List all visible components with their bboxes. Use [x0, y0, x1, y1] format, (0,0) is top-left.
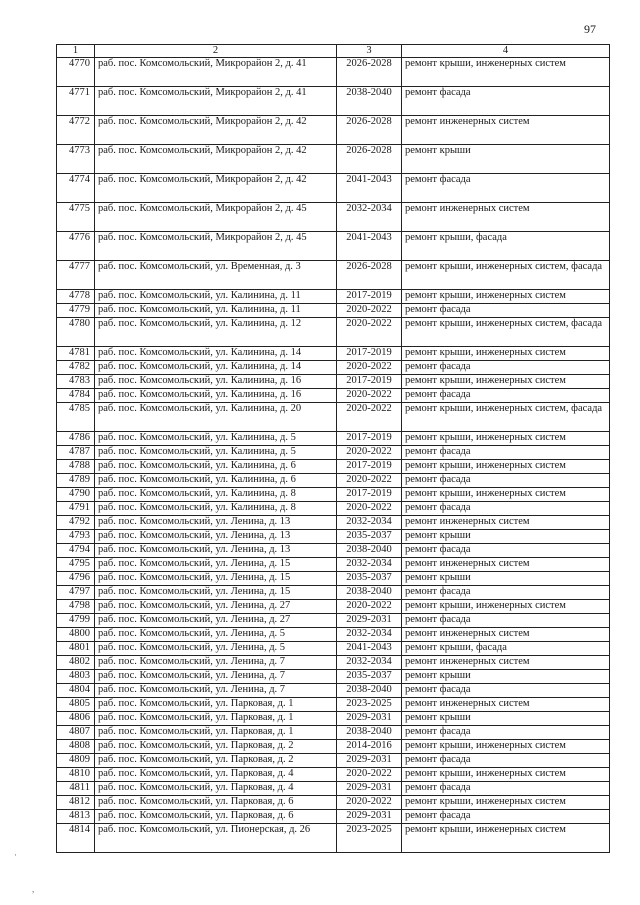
- table-row: [57, 726, 610, 740]
- address-cell: раб. пос. Комсомольский, Микрорайон 2, д. 42: [95, 116, 337, 145]
- row-number: 4806: [57, 712, 95, 726]
- address-cell: раб. пос. Комсомольский, ул. Калинина, д. 14: [95, 347, 337, 361]
- table-row: [57, 361, 610, 375]
- address-cell: раб. пос. Комсомольский, ул. Калинина, д. 11: [95, 304, 337, 318]
- table-row: [57, 58, 610, 87]
- years-cell: 2020-2022: [337, 403, 402, 432]
- address-cell: раб. пос. Комсомольский, ул. Калинина, д. 11: [95, 290, 337, 304]
- table-row: [57, 656, 610, 670]
- table-row: [57, 318, 610, 347]
- years-cell: 2032-2034: [337, 628, 402, 642]
- row-number: 4772: [57, 116, 95, 145]
- work-type-cell: ремонт крыши, инженерных систем: [402, 488, 610, 502]
- years-cell: 2035-2037: [337, 670, 402, 684]
- address-cell: раб. пос. Комсомольский, Микрорайон 2, д. 42: [95, 174, 337, 203]
- table-row: [57, 698, 610, 712]
- row-number: 4771: [57, 87, 95, 116]
- years-cell: 2020-2022: [337, 768, 402, 782]
- years-cell: 2017-2019: [337, 375, 402, 389]
- work-type-cell: ремонт крыши, инженерных систем: [402, 824, 610, 853]
- years-cell: 2023-2025: [337, 698, 402, 712]
- table-row: [57, 642, 610, 656]
- header-col-1: 1: [57, 45, 95, 58]
- work-type-cell: ремонт инженерных систем: [402, 698, 610, 712]
- years-cell: 2020-2022: [337, 796, 402, 810]
- years-cell: 2020-2022: [337, 600, 402, 614]
- address-cell: раб. пос. Комсомольский, ул. Калинина, д. 6: [95, 460, 337, 474]
- table-row: [57, 544, 610, 558]
- row-number: 4776: [57, 232, 95, 261]
- work-type-cell: ремонт инженерных систем: [402, 116, 610, 145]
- row-number: 4785: [57, 403, 95, 432]
- table-row: [57, 145, 610, 174]
- address-cell: раб. пос. Комсомольский, Микрорайон 2, д. 41: [95, 87, 337, 116]
- work-type-cell: ремонт фасада: [402, 474, 610, 488]
- years-cell: 2035-2037: [337, 572, 402, 586]
- work-type-cell: ремонт инженерных систем: [402, 656, 610, 670]
- table-row: [57, 586, 610, 600]
- row-number: 4789: [57, 474, 95, 488]
- work-type-cell: ремонт инженерных систем: [402, 516, 610, 530]
- table-row: [57, 347, 610, 361]
- work-type-cell: ремонт фасада: [402, 446, 610, 460]
- table-row: [57, 824, 610, 853]
- address-cell: раб. пос. Комсомольский, ул. Ленина, д. 7: [95, 670, 337, 684]
- table-row: [57, 474, 610, 488]
- work-type-cell: ремонт крыши, инженерных систем: [402, 347, 610, 361]
- table-row: [57, 796, 610, 810]
- header-row: [57, 45, 610, 58]
- row-number: 4811: [57, 782, 95, 796]
- row-number: 4813: [57, 810, 95, 824]
- row-number: 4770: [57, 58, 95, 87]
- table-row: [57, 446, 610, 460]
- repair-schedule-table: [56, 44, 610, 853]
- row-number: 4809: [57, 754, 95, 768]
- work-type-cell: ремонт крыши, инженерных систем, фасада: [402, 318, 610, 347]
- row-number: 4807: [57, 726, 95, 740]
- work-type-cell: ремонт фасада: [402, 782, 610, 796]
- address-cell: раб. пос. Комсомольский, ул. Ленина, д. 13: [95, 544, 337, 558]
- address-cell: раб. пос. Комсомольский, ул. Ленина, д. 5: [95, 642, 337, 656]
- work-type-cell: ремонт крыши, инженерных систем: [402, 58, 610, 87]
- work-type-cell: ремонт крыши, фасада: [402, 232, 610, 261]
- work-type-cell: ремонт инженерных систем: [402, 203, 610, 232]
- work-type-cell: ремонт фасада: [402, 87, 610, 116]
- table-row: [57, 810, 610, 824]
- table-row: [57, 782, 610, 796]
- years-cell: 2032-2034: [337, 516, 402, 530]
- work-type-cell: ремонт крыши, инженерных систем: [402, 740, 610, 754]
- row-number: 4803: [57, 670, 95, 684]
- work-type-cell: ремонт фасада: [402, 361, 610, 375]
- years-cell: 2029-2031: [337, 712, 402, 726]
- row-number: 4797: [57, 586, 95, 600]
- header-col-3: 3: [337, 45, 402, 58]
- address-cell: раб. пос. Комсомольский, ул. Ленина, д. 15: [95, 572, 337, 586]
- row-number: 4784: [57, 389, 95, 403]
- row-number: 4773: [57, 145, 95, 174]
- scan-mark: ,: [32, 884, 35, 894]
- years-cell: 2017-2019: [337, 290, 402, 304]
- row-number: 4792: [57, 516, 95, 530]
- table-row: [57, 670, 610, 684]
- years-cell: 2014-2016: [337, 740, 402, 754]
- table-row: [57, 232, 610, 261]
- row-number: 4775: [57, 203, 95, 232]
- table-row: [57, 389, 610, 403]
- table-row: [57, 516, 610, 530]
- work-type-cell: ремонт крыши, инженерных систем: [402, 768, 610, 782]
- years-cell: 2017-2019: [337, 347, 402, 361]
- years-cell: 2020-2022: [337, 446, 402, 460]
- table-row: [57, 558, 610, 572]
- row-number: 4781: [57, 347, 95, 361]
- address-cell: раб. пос. Комсомольский, Микрорайон 2, д. 41: [95, 58, 337, 87]
- work-type-cell: ремонт фасада: [402, 810, 610, 824]
- years-cell: 2026-2028: [337, 58, 402, 87]
- address-cell: раб. пос. Комсомольский, ул. Калинина, д. 5: [95, 446, 337, 460]
- table-row: [57, 600, 610, 614]
- header-col-2: 2: [95, 45, 337, 58]
- years-cell: 2038-2040: [337, 87, 402, 116]
- work-type-cell: ремонт крыши, инженерных систем: [402, 460, 610, 474]
- address-cell: раб. пос. Комсомольский, ул. Ленина, д. 27: [95, 600, 337, 614]
- years-cell: 2029-2031: [337, 614, 402, 628]
- years-cell: 2038-2040: [337, 684, 402, 698]
- row-number: 4782: [57, 361, 95, 375]
- work-type-cell: ремонт инженерных систем: [402, 628, 610, 642]
- work-type-cell: ремонт крыши, инженерных систем: [402, 290, 610, 304]
- row-number: 4795: [57, 558, 95, 572]
- table-row: [57, 768, 610, 782]
- years-cell: 2038-2040: [337, 586, 402, 600]
- address-cell: раб. пос. Комсомольский, ул. Калинина, д. 8: [95, 488, 337, 502]
- address-cell: раб. пос. Комсомольский, ул. Ленина, д. 27: [95, 614, 337, 628]
- years-cell: 2026-2028: [337, 261, 402, 290]
- row-number: 4787: [57, 446, 95, 460]
- row-number: 4802: [57, 656, 95, 670]
- address-cell: раб. пос. Комсомольский, ул. Парковая, д. 2: [95, 740, 337, 754]
- work-type-cell: ремонт фасада: [402, 684, 610, 698]
- header-col-4: 4: [402, 45, 610, 58]
- work-type-cell: ремонт фасада: [402, 754, 610, 768]
- row-number: 4786: [57, 432, 95, 446]
- work-type-cell: ремонт крыши, инженерных систем, фасада: [402, 261, 610, 290]
- address-cell: раб. пос. Комсомольский, ул. Парковая, д. 4: [95, 768, 337, 782]
- address-cell: раб. пос. Комсомольский, ул. Калинина, д. 6: [95, 474, 337, 488]
- table-row: [57, 304, 610, 318]
- row-number: 4814: [57, 824, 95, 853]
- table-row: [57, 628, 610, 642]
- table-row: [57, 460, 610, 474]
- years-cell: 2020-2022: [337, 389, 402, 403]
- row-number: 4801: [57, 642, 95, 656]
- table-row: [57, 530, 610, 544]
- table-row: [57, 403, 610, 432]
- row-number: 4800: [57, 628, 95, 642]
- row-number: 4780: [57, 318, 95, 347]
- row-number: 4810: [57, 768, 95, 782]
- years-cell: 2017-2019: [337, 432, 402, 446]
- scan-mark: ·: [14, 850, 17, 860]
- years-cell: 2020-2022: [337, 502, 402, 516]
- row-number: 4790: [57, 488, 95, 502]
- address-cell: раб. пос. Комсомольский, Микрорайон 2, д. 42: [95, 145, 337, 174]
- table-row: [57, 87, 610, 116]
- address-cell: раб. пос. Комсомольский, ул. Парковая, д. 4: [95, 782, 337, 796]
- address-cell: раб. пос. Комсомольский, ул. Калинина, д. 14: [95, 361, 337, 375]
- address-cell: раб. пос. Комсомольский, ул. Парковая, д. 2: [95, 754, 337, 768]
- work-type-cell: ремонт крыши, инженерных систем: [402, 600, 610, 614]
- row-number: 4804: [57, 684, 95, 698]
- table-row: [57, 116, 610, 145]
- row-number: 4796: [57, 572, 95, 586]
- table-row: [57, 375, 610, 389]
- address-cell: раб. пос. Комсомольский, ул. Временная, д. 3: [95, 261, 337, 290]
- address-cell: раб. пос. Комсомольский, ул. Ленина, д. 7: [95, 656, 337, 670]
- work-type-cell: ремонт инженерных систем: [402, 558, 610, 572]
- address-cell: раб. пос. Комсомольский, ул. Ленина, д. 15: [95, 586, 337, 600]
- row-number: 4774: [57, 174, 95, 203]
- years-cell: 2032-2034: [337, 203, 402, 232]
- address-cell: раб. пос. Комсомольский, ул. Калинина, д. 20: [95, 403, 337, 432]
- table-row: [57, 290, 610, 304]
- table-body: [57, 58, 610, 853]
- years-cell: 2020-2022: [337, 361, 402, 375]
- table-row: [57, 572, 610, 586]
- row-number: 4778: [57, 290, 95, 304]
- years-cell: 2029-2031: [337, 754, 402, 768]
- row-number: 4779: [57, 304, 95, 318]
- address-cell: раб. пос. Комсомольский, ул. Ленина, д. 7: [95, 684, 337, 698]
- row-number: 4788: [57, 460, 95, 474]
- address-cell: раб. пос. Комсомольский, ул. Калинина, д. 5: [95, 432, 337, 446]
- address-cell: раб. пос. Комсомольский, ул. Ленина, д. 13: [95, 530, 337, 544]
- work-type-cell: ремонт фасада: [402, 174, 610, 203]
- address-cell: раб. пос. Комсомольский, ул. Калинина, д. 16: [95, 389, 337, 403]
- work-type-cell: ремонт крыши: [402, 530, 610, 544]
- work-type-cell: ремонт фасада: [402, 304, 610, 318]
- years-cell: 2038-2040: [337, 726, 402, 740]
- years-cell: 2032-2034: [337, 558, 402, 572]
- years-cell: 2035-2037: [337, 530, 402, 544]
- years-cell: 2017-2019: [337, 460, 402, 474]
- years-cell: 2041-2043: [337, 232, 402, 261]
- table-row: [57, 614, 610, 628]
- row-number: 4798: [57, 600, 95, 614]
- address-cell: раб. пос. Комсомольский, Микрорайон 2, д. 45: [95, 203, 337, 232]
- table-row: [57, 261, 610, 290]
- address-cell: раб. пос. Комсомольский, ул. Калинина, д. 12: [95, 318, 337, 347]
- table-row: [57, 712, 610, 726]
- row-number: 4799: [57, 614, 95, 628]
- table-row: [57, 754, 610, 768]
- row-number: 4808: [57, 740, 95, 754]
- work-type-cell: ремонт крыши: [402, 670, 610, 684]
- table-row: [57, 502, 610, 516]
- work-type-cell: ремонт крыши, инженерных систем: [402, 375, 610, 389]
- address-cell: раб. пос. Комсомольский, ул. Парковая, д. 1: [95, 712, 337, 726]
- table-row: [57, 684, 610, 698]
- work-type-cell: ремонт крыши: [402, 145, 610, 174]
- years-cell: 2032-2034: [337, 656, 402, 670]
- row-number: 4812: [57, 796, 95, 810]
- years-cell: 2041-2043: [337, 642, 402, 656]
- address-cell: раб. пос. Комсомольский, ул. Калинина, д. 16: [95, 375, 337, 389]
- work-type-cell: ремонт крыши: [402, 712, 610, 726]
- table-row: [57, 432, 610, 446]
- address-cell: раб. пос. Комсомольский, ул. Парковая, д. 1: [95, 726, 337, 740]
- row-number: 4793: [57, 530, 95, 544]
- years-cell: 2038-2040: [337, 544, 402, 558]
- work-type-cell: ремонт крыши: [402, 572, 610, 586]
- work-type-cell: ремонт крыши, инженерных систем: [402, 796, 610, 810]
- address-cell: раб. пос. Комсомольский, Микрорайон 2, д. 45: [95, 232, 337, 261]
- years-cell: 2020-2022: [337, 304, 402, 318]
- work-type-cell: ремонт фасада: [402, 614, 610, 628]
- work-type-cell: ремонт фасада: [402, 544, 610, 558]
- row-number: 4794: [57, 544, 95, 558]
- years-cell: 2020-2022: [337, 474, 402, 488]
- years-cell: 2020-2022: [337, 318, 402, 347]
- page-number: 97: [584, 22, 596, 36]
- address-cell: раб. пос. Комсомольский, ул. Парковая, д. 1: [95, 698, 337, 712]
- row-number: 4777: [57, 261, 95, 290]
- row-number: 4791: [57, 502, 95, 516]
- table-row: [57, 488, 610, 502]
- work-type-cell: ремонт крыши, фасада: [402, 642, 610, 656]
- row-number: 4783: [57, 375, 95, 389]
- years-cell: 2026-2028: [337, 145, 402, 174]
- work-type-cell: ремонт фасада: [402, 389, 610, 403]
- address-cell: раб. пос. Комсомольский, ул. Ленина, д. 15: [95, 558, 337, 572]
- years-cell: 2026-2028: [337, 116, 402, 145]
- years-cell: 2023-2025: [337, 824, 402, 853]
- address-cell: раб. пос. Комсомольский, ул. Ленина, д. 5: [95, 628, 337, 642]
- work-type-cell: ремонт крыши, инженерных систем: [402, 432, 610, 446]
- work-type-cell: ремонт фасада: [402, 586, 610, 600]
- row-number: 4805: [57, 698, 95, 712]
- years-cell: 2029-2031: [337, 782, 402, 796]
- years-cell: 2029-2031: [337, 810, 402, 824]
- work-type-cell: ремонт фасада: [402, 726, 610, 740]
- table-row: [57, 174, 610, 203]
- address-cell: раб. пос. Комсомольский, ул. Парковая, д. 6: [95, 796, 337, 810]
- address-cell: раб. пос. Комсомольский, ул. Ленина, д. 13: [95, 516, 337, 530]
- table-row: [57, 203, 610, 232]
- table-row: [57, 740, 610, 754]
- address-cell: раб. пос. Комсомольский, ул. Пионерская, д. 26: [95, 824, 337, 853]
- years-cell: 2017-2019: [337, 488, 402, 502]
- address-cell: раб. пос. Комсомольский, ул. Калинина, д. 8: [95, 502, 337, 516]
- years-cell: 2041-2043: [337, 174, 402, 203]
- address-cell: раб. пос. Комсомольский, ул. Парковая, д. 6: [95, 810, 337, 824]
- work-type-cell: ремонт крыши, инженерных систем, фасада: [402, 403, 610, 432]
- work-type-cell: ремонт фасада: [402, 502, 610, 516]
